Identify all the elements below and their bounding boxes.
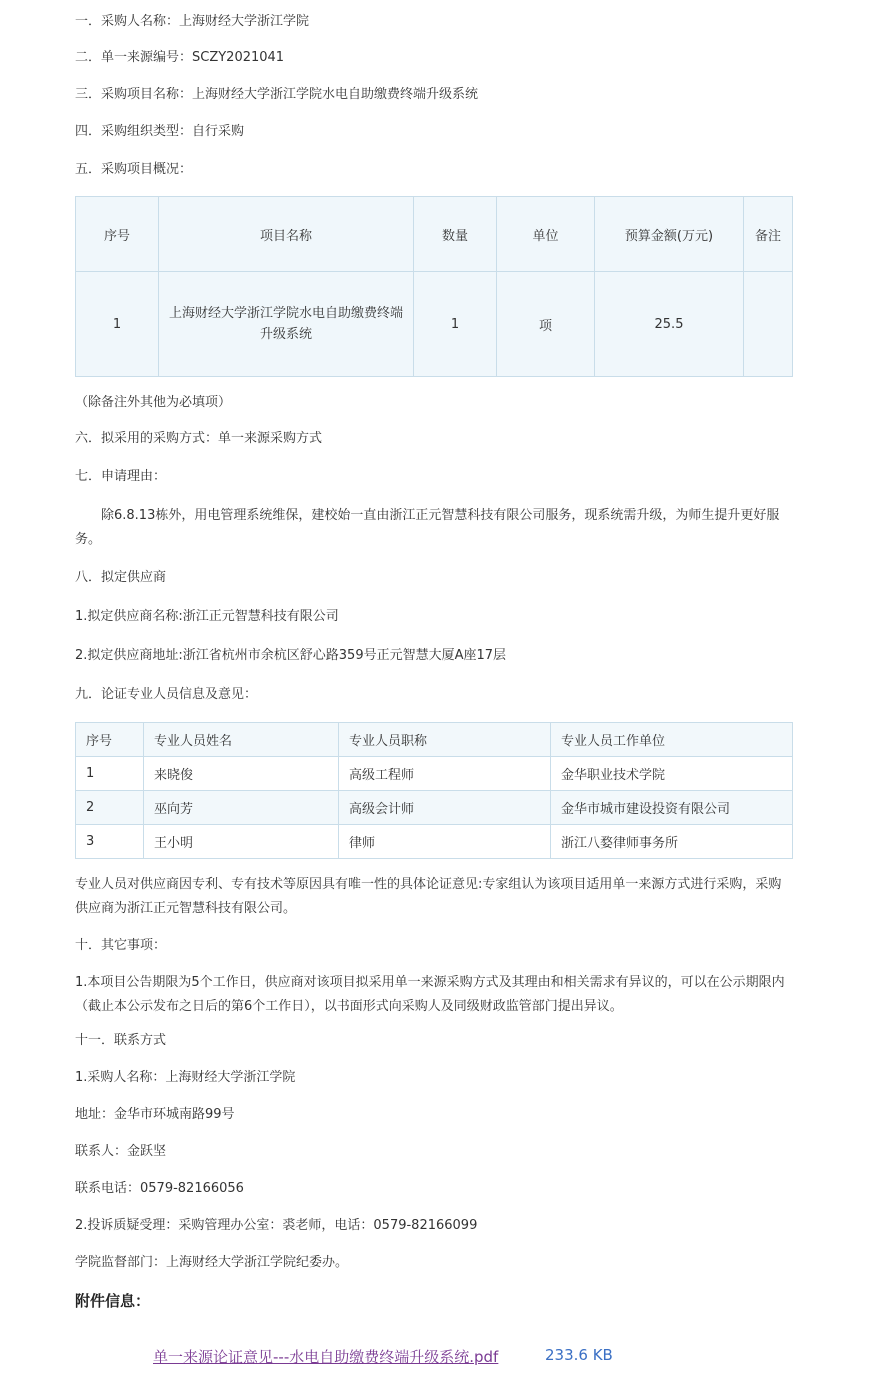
col-seq: 序号 <box>76 197 159 272</box>
cell-budget: 25.5 <box>595 272 744 377</box>
col-qty: 数量 <box>414 197 497 272</box>
reason-text: 除6.8.13栋外，用电管理系统维保，建校始一直由浙江正元智慧科技有限公司服务，现系统需升级，为师生提升更好服务。 <box>75 508 780 547</box>
cell-expert-unit: 金华市城市建设投资有限公司 <box>551 791 793 825</box>
cell-name: 上海财经大学浙江学院水电自助缴费终端升级系统 <box>159 272 414 377</box>
col-budget: 预算金额(万元) <box>595 197 744 272</box>
cell-seq: 1 <box>76 757 144 791</box>
section-project-name: 三．采购项目名称：上海财经大学浙江学院水电自助缴费终端升级系统 <box>75 87 479 102</box>
expert-opinion: 专业人员对供应商因专利、专有技术等原因具有唯一性的具体论证意见:专家组认为该项目适用单一来源方式进行采购，采购供应商为浙江正元智慧科技有限公司。 <box>75 877 782 916</box>
contact-phone: 联系电话：0579-82166056 <box>75 1181 244 1196</box>
cell-expert-title: 高级工程师 <box>339 757 551 791</box>
section-method: 六．拟采用的采购方式：单一来源采购方式 <box>75 431 323 446</box>
attachment-title: 附件信息： <box>75 1292 151 1310</box>
cell-expert-unit: 浙江八婺律师事务所 <box>551 825 793 859</box>
col-expert-name: 专业人员姓名 <box>144 723 339 757</box>
section-purchaser: 一．采购人名称：上海财经大学浙江学院 <box>75 14 310 29</box>
cell-expert-title: 律师 <box>339 825 551 859</box>
table-row <box>76 757 793 791</box>
section-other: 十．其它事项： <box>75 938 167 953</box>
table-header-row <box>76 723 793 757</box>
cell-expert-name: 来晓俊 <box>144 757 339 791</box>
section-reason: 七．申请理由： <box>75 469 167 484</box>
cell-qty: 1 <box>414 272 497 377</box>
cell-unit: 项 <box>497 272 595 377</box>
section-supplier: 八．拟定供应商 <box>75 570 167 585</box>
section-code: 二．单一来源编号：SCZY2021041 <box>75 50 285 65</box>
contact-purchaser: 1.采购人名称：上海财经大学浙江学院 <box>75 1070 296 1085</box>
cell-seq: 2 <box>76 791 144 825</box>
attachment-size: 233.6 KB <box>545 1346 613 1364</box>
required-note: （除备注外其他为必填项） <box>75 395 232 410</box>
col-unit: 单位 <box>497 197 595 272</box>
complaint-contact: 2.投诉质疑受理：采购管理办公室：裘老师，电话：0579-82166099 <box>75 1218 478 1233</box>
cell-seq: 1 <box>76 272 159 377</box>
cell-expert-name: 巫向芳 <box>144 791 339 825</box>
cell-remark <box>744 272 793 377</box>
cell-expert-unit: 金华职业技术学院 <box>551 757 793 791</box>
other-item-1: 1.本项目公告期限为5个工作日，供应商对该项目拟采用单一来源采购方式及其理由和相关需求有异议的，可以在公示期限内（截止本公示发布之日后的第6个工作日），以书面形式向采购人及同级财政监管部门提出异议。 <box>75 975 785 1014</box>
attachment-link[interactable]: 单一来源论证意见---水电自助缴费终端升级系统.pdf <box>153 1348 499 1366</box>
col-name: 项目名称 <box>159 197 414 272</box>
contact-address: 地址：金华市环城南路99号 <box>75 1107 235 1122</box>
section-overview: 五．采购项目概况： <box>75 162 193 177</box>
section-org-type: 四．采购组织类型：自行采购 <box>75 124 245 139</box>
table-header-row <box>76 197 793 272</box>
supplier-name: 1.拟定供应商名称:浙江正元智慧科技有限公司 <box>75 609 339 624</box>
section-experts: 九．论证专业人员信息及意见： <box>75 687 258 702</box>
project-overview-table <box>75 196 793 377</box>
cell-expert-title: 高级会计师 <box>339 791 551 825</box>
table-row <box>76 791 793 825</box>
supervision-dept: 学院监督部门：上海财经大学浙江学院纪委办。 <box>75 1255 349 1270</box>
contact-person: 联系人：金跃坚 <box>75 1144 167 1159</box>
experts-table <box>75 722 793 859</box>
col-seq: 序号 <box>76 723 144 757</box>
table-row <box>76 825 793 859</box>
section-contact: 十一．联系方式 <box>75 1033 167 1048</box>
col-expert-title: 专业人员职称 <box>339 723 551 757</box>
cell-seq: 3 <box>76 825 144 859</box>
cell-expert-name: 王小明 <box>144 825 339 859</box>
table-row <box>76 272 793 377</box>
supplier-address: 2.拟定供应商地址:浙江省杭州市余杭区舒心路359号正元智慧大厦A座17层 <box>75 648 507 663</box>
col-remark: 备注 <box>744 197 793 272</box>
col-expert-unit: 专业人员工作单位 <box>551 723 793 757</box>
